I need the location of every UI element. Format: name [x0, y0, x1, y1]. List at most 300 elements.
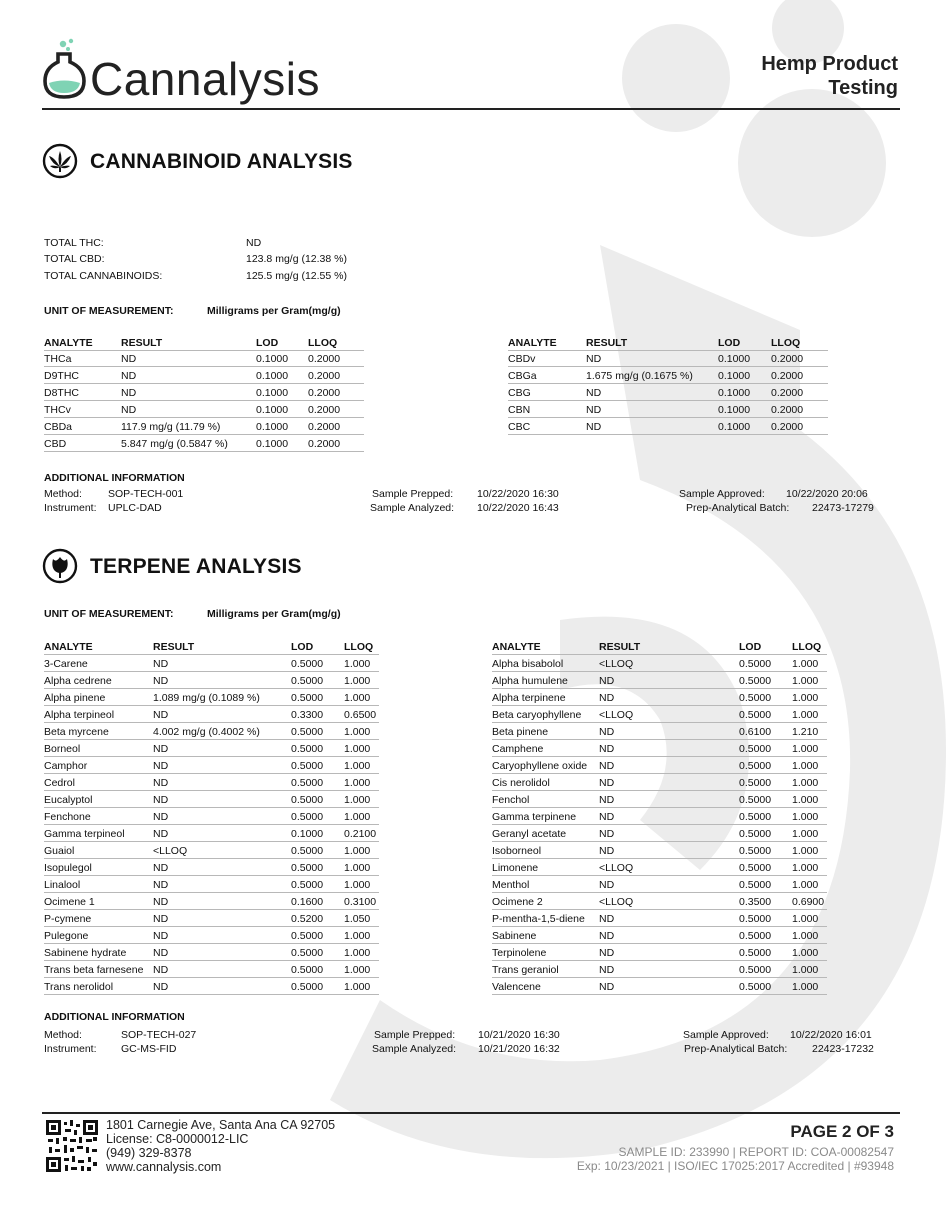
table-row-result: ND: [153, 862, 169, 874]
table-row-result: ND: [586, 353, 602, 365]
table-row-result: ND: [599, 828, 615, 840]
table-row-lloq: 1.000: [344, 964, 371, 976]
table-row-divider: [492, 705, 827, 706]
table-row-lloq: 1.000: [344, 675, 371, 687]
cannabinoid-analyzed-value: 10/22/2020 16:43: [477, 502, 559, 514]
table-row-analyte: Alpha humulene: [492, 675, 568, 687]
terpene-analyzed-value: 10/21/2020 16:32: [478, 1043, 560, 1055]
table-row-result: ND: [153, 777, 169, 789]
table-row-result: 1.675 mg/g (0.1675 %): [586, 370, 693, 382]
table-row-divider: [44, 994, 379, 995]
table-row-lod: 0.5000: [739, 760, 772, 772]
table-row-analyte: Guaiol: [44, 845, 75, 857]
table-row-result: ND: [153, 709, 169, 721]
page-number: PAGE 2 OF 3: [790, 1122, 894, 1141]
table-row-lloq: 0.2000: [308, 353, 341, 365]
table-row-result: 117.9 mg/g (11.79 %): [121, 421, 221, 433]
table-row-result: <LLOQ: [153, 845, 188, 857]
table-row-lloq: 1.000: [344, 930, 371, 942]
table-row-divider: [492, 994, 827, 995]
table-row-lloq: 1.000: [344, 879, 371, 891]
table-row-lloq: 1.000: [792, 675, 819, 687]
table-row-lloq: 1.000: [344, 777, 371, 789]
table-row-analyte: CBDv: [508, 353, 536, 365]
table-row-lod: 0.1000: [718, 421, 751, 433]
footer-sample-report-ids: SAMPLE ID: 233990 | REPORT ID: COA-00082547: [618, 1145, 894, 1159]
table-row-result: ND: [599, 964, 615, 976]
table-row-lloq: 1.000: [344, 658, 371, 670]
table-row-divider: [492, 688, 827, 689]
table-row-lod: 0.5000: [291, 845, 324, 857]
column-header-lod: LOD: [718, 337, 741, 349]
total-thc-value: ND: [246, 237, 262, 249]
column-header-analyte: ANALYTE: [508, 337, 557, 349]
table-row-divider: [44, 773, 379, 774]
table-row-lloq: 0.2000: [771, 387, 804, 399]
table-row-analyte: Ocimene 2: [492, 896, 543, 908]
table-row-divider: [44, 756, 379, 757]
table-row-lloq: 0.2000: [308, 404, 341, 416]
terpene-analyzed-label: Sample Analyzed:: [372, 1043, 457, 1055]
table-row-lloq: 1.210: [792, 726, 819, 738]
table-row-analyte: CBGa: [508, 370, 537, 382]
table-row-divider: [492, 756, 827, 757]
table-row-lloq: 1.000: [792, 879, 819, 891]
table-row-divider: [44, 350, 364, 351]
table-row-divider: [44, 960, 379, 961]
table-row-lod: 0.5000: [291, 964, 324, 976]
table-row-lloq: 1.000: [792, 947, 819, 959]
table-row-result: ND: [153, 964, 169, 976]
table-row-analyte: P-mentha-1,5-diene: [492, 913, 585, 925]
table-row-analyte: CBDa: [44, 421, 73, 433]
table-row-analyte: D9THC: [44, 370, 80, 382]
table-row-divider: [44, 434, 364, 435]
table-row-lod: 0.5000: [291, 879, 324, 891]
table-row-result: ND: [599, 981, 615, 993]
table-row-analyte: Isoborneol: [492, 845, 542, 857]
terpene-prepped-label: Sample Prepped:: [374, 1029, 456, 1041]
table-row-lod: 0.1000: [718, 404, 751, 416]
table-row-analyte: Alpha pinene: [44, 692, 106, 704]
table-row-analyte: D8THC: [44, 387, 80, 399]
table-row-lod: 0.5000: [739, 845, 772, 857]
table-row-divider: [44, 400, 364, 401]
table-row-analyte: Camphor: [44, 760, 88, 772]
table-row-divider: [44, 841, 379, 842]
table-row-lod: 0.5000: [291, 777, 324, 789]
table-row-divider: [492, 841, 827, 842]
column-header-lod: LOD: [739, 641, 762, 653]
table-row-lod: 0.3500: [739, 896, 772, 908]
table-row-divider: [492, 892, 827, 893]
table-row-divider: [44, 977, 379, 978]
table-row-lod: 0.1000: [291, 828, 324, 840]
table-row-result: ND: [599, 947, 615, 959]
table-row-divider: [492, 875, 827, 876]
cannabinoid-approved-value: 10/22/2020 20:06: [786, 488, 868, 500]
table-row-lloq: 1.000: [792, 794, 819, 806]
table-row-result: ND: [153, 811, 169, 823]
table-row-lloq: 0.2000: [771, 404, 804, 416]
footer-accreditation: Exp: 10/23/2021 | ISO/IEC 17025:2017 Accredited | #93948: [576, 1159, 894, 1173]
table-row-result: ND: [153, 675, 169, 687]
column-header-lloq: LLOQ: [792, 641, 822, 653]
table-row-divider: [508, 434, 828, 435]
table-row-analyte: Fenchol: [492, 794, 530, 806]
table-row-analyte: Terpinolene: [492, 947, 547, 959]
table-row-divider: [44, 688, 379, 689]
table-row-result: ND: [599, 692, 615, 704]
table-row-lod: 0.1000: [718, 370, 751, 382]
table-row-analyte: THCv: [44, 404, 71, 416]
table-row-analyte: Ocimene 1: [44, 896, 95, 908]
table-row-result: ND: [599, 726, 615, 738]
table-row-result: ND: [153, 794, 169, 806]
cannabinoid-additional-heading: ADDITIONAL INFORMATION: [44, 472, 185, 484]
table-row-analyte: Isopulegol: [44, 862, 92, 874]
table-row-result: ND: [153, 896, 169, 908]
table-row-lod: 0.5000: [739, 658, 772, 670]
table-row-divider: [44, 790, 379, 791]
column-header-analyte: ANALYTE: [492, 641, 541, 653]
table-row-analyte: Eucalyptol: [44, 794, 93, 806]
table-row-lod: 0.5000: [739, 930, 772, 942]
table-row-result: ND: [121, 370, 137, 382]
table-row-lloq: 1.000: [792, 828, 819, 840]
table-row-analyte: 3-Carene: [44, 658, 88, 670]
table-row-lod: 0.5000: [739, 811, 772, 823]
table-row-lod: 0.5000: [739, 862, 772, 874]
table-row-lod: 0.5000: [739, 709, 772, 721]
table-row-lloq: 0.2100: [344, 828, 377, 840]
cannabinoid-method-label: Method:: [44, 488, 82, 500]
table-row-divider: [44, 739, 379, 740]
table-row-analyte: Trans beta farnesene: [44, 964, 144, 976]
terpene-additional-heading: ADDITIONAL INFORMATION: [44, 1011, 185, 1023]
table-row-divider: [44, 875, 379, 876]
table-row-divider: [44, 654, 379, 655]
cannabis-leaf-icon: [42, 143, 78, 179]
table-row-lloq: 0.6500: [344, 709, 377, 721]
table-row-divider: [44, 705, 379, 706]
table-row-result: <LLOQ: [599, 658, 634, 670]
table-row-analyte: Linalool: [44, 879, 81, 891]
table-row-lloq: 0.6900: [792, 896, 825, 908]
table-row-result: ND: [153, 828, 169, 840]
table-row-lloq: 1.000: [344, 981, 371, 993]
table-row-lloq: 1.000: [792, 743, 819, 755]
table-row-lloq: 0.2000: [771, 353, 804, 365]
table-row-divider: [508, 366, 828, 367]
terpene-instrument-label: Instrument:: [44, 1043, 97, 1055]
table-row-lloq: 0.2000: [308, 421, 341, 433]
terpene-approved-label: Sample Approved:: [683, 1029, 769, 1041]
table-row-lloq: 1.000: [792, 981, 819, 993]
table-row-analyte: Sabinene hydrate: [44, 947, 127, 959]
terpene-section-title: TERPENE ANALYSIS: [90, 555, 302, 578]
report-title: [761, 52, 898, 100]
table-row-lod: 0.5000: [291, 760, 324, 772]
table-row-result: ND: [153, 981, 169, 993]
table-row-result: ND: [599, 879, 615, 891]
header-divider: [42, 108, 900, 110]
flask-logo-icon: [42, 38, 88, 100]
table-row-result: ND: [153, 930, 169, 942]
table-row-lloq: 1.050: [344, 913, 371, 925]
footer-address: 1801 Carnegie Ave, Santa Ana CA 92705: [106, 1118, 336, 1132]
report-title-line2: Testing: [828, 77, 898, 99]
table-row-analyte: Borneol: [44, 743, 81, 755]
table-row-divider: [492, 977, 827, 978]
table-row-lod: 0.1000: [256, 421, 289, 433]
table-row-divider: [492, 790, 827, 791]
table-row-lod: 0.5000: [739, 675, 772, 687]
table-row-lloq: 1.000: [344, 743, 371, 755]
table-row-divider: [492, 926, 827, 927]
table-row-divider: [492, 960, 827, 961]
table-row-lloq: 0.2000: [771, 421, 804, 433]
table-row-lod: 0.5000: [291, 658, 324, 670]
column-header-lloq: LLOQ: [771, 337, 801, 349]
table-row-result: 1.089 mg/g (0.1089 %): [153, 692, 260, 704]
table-row-lod: 0.6100: [739, 726, 772, 738]
table-row-lod: 0.1000: [256, 370, 289, 382]
brand-name: Cannalysis: [90, 53, 320, 105]
table-row-lod: 0.3300: [291, 709, 324, 721]
terpene-batch-value: 22423-17232: [812, 1043, 874, 1055]
table-row-divider: [492, 807, 827, 808]
cannabinoid-instrument-value: UPLC-DAD: [108, 502, 162, 514]
table-row-divider: [492, 858, 827, 859]
table-row-result: ND: [153, 760, 169, 772]
terpene-unit-label: UNIT OF MEASUREMENT:: [44, 608, 174, 620]
table-row-divider: [44, 858, 379, 859]
footer-phone: (949) 329-8378: [106, 1146, 192, 1160]
table-row-result: ND: [153, 879, 169, 891]
cannabinoid-batch-value: 22473-17279: [812, 502, 874, 514]
table-row-result: ND: [599, 794, 615, 806]
qr-code-icon[interactable]: [46, 1120, 98, 1172]
table-row-divider: [508, 383, 828, 384]
table-row-lloq: 1.000: [344, 692, 371, 704]
table-row-lod: 0.5000: [739, 981, 772, 993]
table-row-lloq: 0.2000: [308, 438, 341, 450]
table-row-analyte: THCa: [44, 353, 72, 365]
table-row-lod: 0.5000: [739, 879, 772, 891]
table-row-analyte: Alpha bisabolol: [492, 658, 564, 670]
table-row-analyte: Alpha terpineol: [44, 709, 115, 721]
table-row-lloq: 1.000: [792, 845, 819, 857]
table-row-result: ND: [153, 743, 169, 755]
table-row-lloq: 1.000: [792, 930, 819, 942]
table-row-result: ND: [586, 421, 602, 433]
footer-website-link[interactable]: www.cannalysis.com: [106, 1160, 222, 1174]
table-row-analyte: Valencene: [492, 981, 541, 993]
cannabinoid-prepped-label: Sample Prepped:: [372, 488, 454, 500]
table-row-analyte: Caryophyllene oxide: [492, 760, 588, 772]
cannabinoid-section-title: CANNABINOID ANALYSIS: [90, 150, 353, 173]
table-row-analyte: Menthol: [492, 879, 530, 891]
table-row-lloq: 1.000: [792, 658, 819, 670]
table-row-analyte: Cis nerolidol: [492, 777, 550, 789]
table-row-lloq: 1.000: [344, 811, 371, 823]
table-row-lod: 0.5000: [291, 675, 324, 687]
table-row-divider: [44, 671, 379, 672]
table-row-lod: 0.5000: [291, 811, 324, 823]
table-row-divider: [492, 671, 827, 672]
table-row-lod: 0.1600: [291, 896, 324, 908]
table-row-lod: 0.5000: [291, 981, 324, 993]
table-row-analyte: Pulegone: [44, 930, 89, 942]
table-row-divider: [492, 824, 827, 825]
table-row-lod: 0.5000: [291, 930, 324, 942]
table-row-result: ND: [121, 387, 137, 399]
table-row-lloq: 1.000: [792, 913, 819, 925]
column-header-result: RESULT: [599, 641, 641, 653]
table-row-analyte: Beta myrcene: [44, 726, 109, 738]
column-header-result: RESULT: [586, 337, 628, 349]
table-row-lod: 0.5000: [291, 947, 324, 959]
table-row-lod: 0.5000: [291, 726, 324, 738]
terpene-method-value: SOP-TECH-027: [121, 1029, 197, 1041]
table-row-divider: [44, 926, 379, 927]
table-row-lloq: 1.000: [344, 726, 371, 738]
table-row-divider: [508, 417, 828, 418]
column-header-result: RESULT: [121, 337, 163, 349]
table-row-result: ND: [153, 947, 169, 959]
table-row-analyte: Cedrol: [44, 777, 75, 789]
table-row-divider: [44, 807, 379, 808]
column-header-result: RESULT: [153, 641, 195, 653]
cannabinoid-unit-value: Milligrams per Gram(mg/g): [207, 305, 341, 317]
cannabinoid-unit-label: UNIT OF MEASUREMENT:: [44, 305, 174, 317]
table-row-lod: 0.5000: [739, 794, 772, 806]
table-row-analyte: Geranyl acetate: [492, 828, 567, 840]
table-row-divider: [508, 350, 828, 351]
table-row-lod: 0.1000: [256, 404, 289, 416]
table-row-lloq: 1.000: [792, 811, 819, 823]
table-row-result: ND: [599, 930, 615, 942]
footer-license: License: C8-0000012-LIC: [106, 1132, 249, 1146]
table-row-analyte: CBD: [44, 438, 67, 450]
table-row-lloq: 0.2000: [308, 387, 341, 399]
table-row-lloq: 0.3100: [344, 896, 377, 908]
table-row-divider: [44, 451, 364, 452]
table-row-lod: 0.1000: [256, 387, 289, 399]
terpene-method-label: Method:: [44, 1029, 82, 1041]
table-row-lod: 0.5000: [739, 913, 772, 925]
table-row-analyte: Fenchone: [44, 811, 91, 823]
table-row-result: <LLOQ: [599, 896, 634, 908]
table-row-lloq: 1.000: [344, 845, 371, 857]
column-header-lod: LOD: [291, 641, 314, 653]
table-row-lod: 0.5000: [739, 692, 772, 704]
table-row-result: ND: [599, 760, 615, 772]
table-row-lod: 0.1000: [718, 353, 751, 365]
table-row-analyte: Alpha terpinene: [492, 692, 566, 704]
table-row-lod: 0.5000: [291, 692, 324, 704]
table-row-analyte: Gamma terpinene: [492, 811, 577, 823]
table-row-analyte: CBN: [508, 404, 531, 416]
table-row-result: 5.847 mg/g (0.5847 %): [121, 438, 228, 450]
table-row-divider: [492, 654, 827, 655]
table-row-lloq: 1.000: [792, 760, 819, 772]
table-row-analyte: Alpha cedrene: [44, 675, 112, 687]
table-row-lod: 0.5000: [739, 828, 772, 840]
terpene-approved-value: 10/22/2020 16:01: [790, 1029, 872, 1041]
table-row-analyte: Beta pinene: [492, 726, 549, 738]
table-row-lloq: 1.000: [344, 760, 371, 772]
cannabinoid-batch-label: Prep-Analytical Batch:: [686, 502, 790, 514]
table-row-divider: [44, 417, 364, 418]
table-row-result: ND: [599, 845, 615, 857]
table-row-lod: 0.1000: [256, 438, 289, 450]
table-row-lloq: 1.000: [344, 862, 371, 874]
total-cbd-label: TOTAL CBD:: [44, 253, 105, 265]
table-row-result: ND: [599, 743, 615, 755]
table-row-lloq: 1.000: [344, 947, 371, 959]
table-row-analyte: Limonene: [492, 862, 539, 874]
terpene-unit-value: Milligrams per Gram(mg/g): [207, 608, 341, 620]
table-row-analyte: P-cymene: [44, 913, 92, 925]
table-row-divider: [44, 383, 364, 384]
table-row-divider: [44, 366, 364, 367]
terpene-batch-label: Prep-Analytical Batch:: [684, 1043, 788, 1055]
table-row-result: ND: [153, 913, 169, 925]
table-row-divider: [492, 722, 827, 723]
table-row-result: ND: [599, 777, 615, 789]
table-row-analyte: Trans geraniol: [492, 964, 559, 976]
table-row-analyte: Gamma terpineol: [44, 828, 125, 840]
table-row-lloq: 1.000: [792, 964, 819, 976]
table-row-result: ND: [121, 353, 137, 365]
column-header-lloq: LLOQ: [308, 337, 338, 349]
table-row-divider: [44, 892, 379, 893]
table-row-divider: [44, 943, 379, 944]
table-row-lloq: 1.000: [792, 777, 819, 789]
table-row-lod: 0.5000: [739, 964, 772, 976]
table-row-divider: [44, 824, 379, 825]
table-row-lod: 0.5000: [291, 794, 324, 806]
cannabinoid-instrument-label: Instrument:: [44, 502, 97, 514]
table-row-lod: 0.5000: [739, 947, 772, 959]
table-row-divider: [508, 400, 828, 401]
table-row-analyte: CBC: [508, 421, 531, 433]
table-row-analyte: CBG: [508, 387, 531, 399]
column-header-analyte: ANALYTE: [44, 337, 93, 349]
cannabinoid-approved-label: Sample Approved:: [679, 488, 765, 500]
column-header-analyte: ANALYTE: [44, 641, 93, 653]
terpene-instrument-value: GC-MS-FID: [121, 1043, 177, 1055]
table-row-result: <LLOQ: [599, 709, 634, 721]
table-row-result: ND: [599, 913, 615, 925]
table-row-lod: 0.5000: [739, 777, 772, 789]
table-row-analyte: Camphene: [492, 743, 544, 755]
cannabinoid-method-value: SOP-TECH-001: [108, 488, 184, 500]
table-row-analyte: Beta caryophyllene: [492, 709, 582, 721]
table-row-analyte: Trans nerolidol: [44, 981, 114, 993]
footer-divider: [42, 1112, 900, 1114]
table-row-lod: 0.1000: [256, 353, 289, 365]
table-row-divider: [492, 773, 827, 774]
terpene-prepped-value: 10/21/2020 16:30: [478, 1029, 560, 1041]
total-cannabinoids-label: TOTAL CANNABINOIDS:: [44, 270, 163, 282]
column-header-lloq: LLOQ: [344, 641, 374, 653]
table-row-divider: [44, 722, 379, 723]
table-row-result: ND: [153, 658, 169, 670]
total-cbd-value: 123.8 mg/g (12.38 %): [246, 253, 347, 265]
